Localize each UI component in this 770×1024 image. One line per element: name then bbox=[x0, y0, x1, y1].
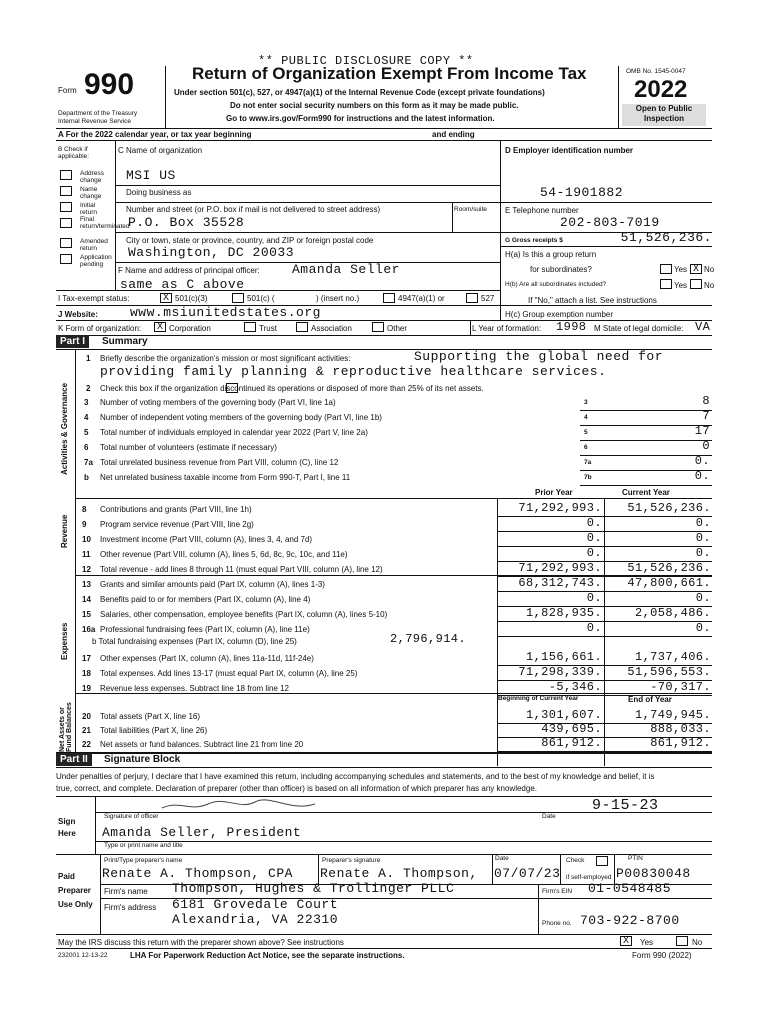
application-pending-checkbox[interactable] bbox=[60, 254, 72, 264]
check-if-applicable-label: B Check if applicable: bbox=[58, 146, 90, 160]
end-year-header: End of Year bbox=[628, 695, 672, 704]
gov-line-number: 7a bbox=[84, 458, 93, 467]
final-return-checkbox[interactable] bbox=[60, 218, 72, 228]
ein-label: D Employer identification number bbox=[505, 146, 634, 155]
penalty-text-2: true, correct, and complete. Declaration of preparer (other than officer) is based on all information of which preparer has any knowledge. bbox=[56, 784, 537, 793]
501c-checkbox[interactable] bbox=[232, 293, 244, 303]
final-return-label: Final return/terminated bbox=[80, 216, 130, 230]
fin-line-number: 17 bbox=[82, 654, 91, 663]
other-label: Other bbox=[387, 324, 408, 333]
org-name-label: C Name of organization bbox=[118, 146, 203, 155]
side-activities-governance: Activities & Governance bbox=[60, 382, 69, 475]
fin-line-label: Total expenses. Add lines 13-17 (must equal Part IX, column (A), line 25) bbox=[100, 669, 358, 678]
prior-year-value: 0. bbox=[586, 591, 602, 605]
prior-year-value: 0. bbox=[586, 531, 602, 545]
fin-line-number: 14 bbox=[82, 595, 91, 604]
current-year-value: 51,526,236. bbox=[627, 561, 711, 575]
principal-officer-name: Amanda Seller bbox=[292, 262, 400, 277]
gross-receipts-label: G Gross receipts $ bbox=[505, 237, 563, 244]
group-exemption-label: H(c) Group exemption number bbox=[505, 310, 614, 319]
fin-line-label: Total liabilities (Part X, line 26) bbox=[100, 726, 208, 735]
current-year-value: 1,737,406. bbox=[634, 650, 711, 664]
ein-value: 54-1901882 bbox=[540, 185, 624, 200]
state-domicile-label: M State of legal domicile: bbox=[594, 324, 684, 333]
website-value: www.msiunitedstates.org bbox=[130, 305, 321, 320]
amended-return-label: Amended return bbox=[80, 238, 108, 252]
gov-line-value: 8 bbox=[702, 394, 710, 408]
prior-year-value: 71,292,993. bbox=[518, 561, 602, 575]
city-label: City or town, state or province, country, and ZIP or foreign postal code bbox=[126, 236, 374, 245]
current-year-value: 2,058,486. bbox=[634, 606, 711, 620]
line2-number: 2 bbox=[86, 384, 91, 393]
address-change-label: Address change bbox=[80, 170, 104, 184]
footer-form: Form 990 (2022) bbox=[632, 951, 692, 960]
form-subtitle-3: Go to www.irs.gov/Form990 for instructions and the latest information. bbox=[226, 114, 495, 123]
gov-line-value: 0. bbox=[694, 469, 710, 483]
firm-name: Thompson, Hughes & Trollinger PLLC bbox=[172, 881, 455, 896]
gov-line-value: 0. bbox=[694, 454, 710, 468]
gov-line-label: Number of independent voting members of the governing body (Part VI, line 1b) bbox=[100, 413, 382, 422]
association-checkbox[interactable] bbox=[296, 322, 308, 332]
mission-text-2: providing family planning & reproductive healthcare services. bbox=[100, 364, 607, 379]
current-year-value: 0. bbox=[695, 621, 711, 635]
fin-line-number: 8 bbox=[82, 505, 87, 514]
form-label: Form bbox=[58, 86, 77, 95]
gov-line-number: 4 bbox=[84, 413, 89, 422]
tax-exempt-label: I Tax-exempt status: bbox=[58, 294, 130, 303]
fin-line-label: Investment income (Part VIII, column (A), lines 3, 4, and 7d) bbox=[100, 535, 313, 544]
firm-name-label: Firm's name bbox=[104, 887, 148, 896]
hb-no-checkbox[interactable] bbox=[690, 279, 702, 289]
fin-line-label: Total revenue - add lines 8 through 11 (must equal Part VIII, column (A), line 12) bbox=[100, 565, 383, 574]
line-a: A For the 2022 calendar year, or tax year beginning bbox=[58, 130, 252, 139]
501c-label: 501(c) ( bbox=[247, 294, 275, 303]
fin-line-number: 13 bbox=[82, 580, 91, 589]
current-year-value: 51,526,236. bbox=[627, 501, 711, 515]
dba-label: Doing business as bbox=[126, 188, 192, 197]
room-suite-label: Room/suite bbox=[454, 206, 487, 213]
fin-line-label: Benefits paid to or for members (Part IX, column (A), line 4) bbox=[100, 595, 311, 604]
preparer-signature: Renate A. Thompson, bbox=[320, 866, 478, 881]
side-net-assets: Net Assets or Fund Balances bbox=[59, 702, 73, 752]
gov-line-label: Total number of volunteers (estimate if necessary) bbox=[100, 443, 277, 452]
sign-date-label: Date bbox=[542, 813, 556, 820]
firm-ein: 01-0548485 bbox=[588, 881, 672, 896]
other-checkbox[interactable] bbox=[372, 322, 384, 332]
preparer-name: Renate A. Thompson, CPA bbox=[102, 866, 293, 881]
current-year-value: -70,317. bbox=[650, 680, 711, 694]
gov-line-box: 7a bbox=[584, 459, 592, 466]
501c3-checkbox[interactable]: X bbox=[160, 293, 172, 303]
gov-line-box: 4 bbox=[584, 414, 588, 421]
penalty-text-1: Under penalties of perjury, I declare that I have examined this return, including accompanying schedules and statements, and to the best of my knowledge and belief, it is bbox=[56, 772, 655, 781]
footer-lha: LHA For Paperwork Reduction Act Notice, see the separate instructions. bbox=[130, 951, 405, 960]
prior-year-value: 0. bbox=[586, 516, 602, 530]
and-ending: and ending bbox=[432, 130, 475, 139]
fin-line-number: 18 bbox=[82, 669, 91, 678]
4947-label: 4947(a)(1) or bbox=[398, 294, 445, 303]
website-label: J Website: bbox=[58, 310, 98, 319]
fin-line-label: Grants and similar amounts paid (Part IX, column (A), lines 1-3) bbox=[100, 580, 325, 589]
subordinates-included-label: H(b) Are all subordinates included? bbox=[505, 281, 607, 288]
hb-yes-label: Yes bbox=[674, 281, 688, 290]
fin-line-label: Revenue less expenses. Subtract line 18 from line 12 bbox=[100, 684, 289, 693]
part2-tag: Part II bbox=[56, 753, 92, 766]
telephone-label: E Telephone number bbox=[505, 206, 579, 215]
for-subordinates-label: for subordinates? bbox=[530, 265, 592, 274]
group-return-label: H(a) Is this a group return bbox=[505, 250, 597, 259]
gov-line-box: 3 bbox=[584, 399, 588, 406]
firm-address-1: 6181 Grovedale Court bbox=[172, 897, 339, 912]
current-year-value: 0. bbox=[695, 546, 711, 560]
prior-year-value: 0. bbox=[586, 621, 602, 635]
preparer-date: 07/07/23 bbox=[494, 866, 561, 881]
current-year-value: 51,596,553. bbox=[627, 665, 711, 679]
line1-number: 1 bbox=[86, 354, 91, 363]
gov-row-rule bbox=[580, 485, 712, 486]
type-name-label: Type or print name and title bbox=[104, 842, 183, 849]
name-change-label: Name change bbox=[80, 186, 102, 200]
form-number: 990 bbox=[84, 68, 135, 101]
current-year-value: 47,800,661. bbox=[627, 576, 711, 590]
section-rule bbox=[75, 693, 712, 694]
fin-line-label: Other expenses (Part IX, column (A), lines 11a-11d, 11f-24e) bbox=[100, 654, 314, 663]
gov-line-number: 3 bbox=[84, 398, 89, 407]
fin-line-label: Net assets or fund balances. Subtract line 21 from line 20 bbox=[100, 740, 304, 749]
hb-no-label: No bbox=[704, 281, 715, 290]
prior-year-value: -5,346. bbox=[548, 680, 602, 694]
footer-code: 232001 12-13-22 bbox=[58, 952, 108, 959]
trust-checkbox[interactable] bbox=[244, 322, 256, 332]
gov-line-value: 0 bbox=[702, 439, 710, 453]
ha-yes-label: Yes bbox=[674, 265, 688, 274]
fin-line-label: Salaries, other compensation, employee benefits (Part IX, column (A), lines 5-10) bbox=[100, 610, 388, 619]
telephone-value: 202-803-7019 bbox=[560, 215, 660, 230]
initial-return-label: Initial return bbox=[80, 202, 97, 216]
prior-year-value: 1,828,935. bbox=[525, 606, 602, 620]
current-year-header: Current Year bbox=[622, 488, 670, 497]
gov-line-number: 5 bbox=[84, 428, 89, 437]
application-pending-label: Application pending bbox=[80, 254, 112, 268]
year-formation-value: 1998 bbox=[556, 320, 587, 334]
fin-line-number: 12 bbox=[82, 565, 91, 574]
gov-line-label: Net unrelated business taxable income from Form 990-T, Part I, line 11 bbox=[100, 473, 351, 482]
prior-year-value: 71,298,339. bbox=[518, 665, 602, 679]
public-disclosure-banner: ** PUBLIC DISCLOSURE COPY ** bbox=[258, 54, 474, 68]
form-title: Return of Organization Exempt From Income Tax bbox=[192, 64, 587, 83]
ha-no-label: No bbox=[704, 265, 715, 274]
prior-year-value: 71,292,993. bbox=[518, 501, 602, 515]
paid-label: Paid bbox=[58, 872, 75, 881]
hb-yes-checkbox[interactable] bbox=[660, 279, 672, 289]
fin-line-number: 10 bbox=[82, 535, 91, 544]
corporation-label: Corporation bbox=[169, 324, 211, 333]
side-revenue: Revenue bbox=[60, 514, 69, 548]
part1-tag: Part I bbox=[56, 335, 89, 348]
fin-line-label: Professional fundraising fees (Part IX, column (A), line 11e) bbox=[100, 625, 310, 634]
line16b-label: b Total fundraising expenses (Part IX, column (D), line 25) bbox=[92, 637, 297, 646]
amended-return-checkbox[interactable] bbox=[60, 238, 72, 248]
signature-officer-label: Signature of officer bbox=[104, 813, 159, 820]
discuss-yes-checkbox[interactable]: X bbox=[620, 936, 632, 946]
prior-year-header: Prior Year bbox=[535, 488, 573, 497]
discuss-question: May the IRS discuss this return with the preparer shown above? See instructions bbox=[58, 938, 344, 947]
gross-receipts-value: 51,526,236. bbox=[620, 230, 712, 245]
gov-line-value: 17 bbox=[694, 424, 710, 438]
527-label: 527 bbox=[481, 294, 495, 303]
sign-label: Sign bbox=[58, 817, 76, 826]
gov-line-box: 7b bbox=[584, 474, 592, 481]
org-street: P.O. Box 35528 bbox=[128, 215, 245, 230]
preparer-label: Preparer bbox=[58, 886, 91, 895]
org-name: MSI US bbox=[126, 168, 176, 183]
current-year-value: 0. bbox=[695, 591, 711, 605]
fin-line-number: 19 bbox=[82, 684, 91, 693]
gov-line-number: b bbox=[84, 473, 89, 482]
principal-officer-address: same as C above bbox=[120, 277, 245, 292]
current-year-value: 0. bbox=[695, 531, 711, 545]
gov-line-box: 5 bbox=[584, 429, 588, 436]
fin-line-number: 20 bbox=[82, 712, 91, 721]
mission-text-1: Supporting the global need for bbox=[414, 349, 664, 364]
street-label: Number and street (or P.O. box if mail is not delivered to street address) bbox=[126, 205, 381, 214]
dept-treasury: Department of the Treasury bbox=[58, 110, 138, 117]
gov-line-label: Total number of individuals employed in calendar year 2022 (Part V, line 2a) bbox=[100, 428, 368, 437]
open-text-1: Open to Public bbox=[635, 104, 693, 113]
line2-text: Check this box if the organization discontinued its operations or disposed of more than 25% of its net assets. bbox=[100, 384, 484, 393]
current-year-value: 888,033. bbox=[650, 722, 711, 736]
year-formation-label: L Year of formation: bbox=[472, 324, 542, 333]
officer-name-title: Amanda Seller, President bbox=[102, 825, 302, 840]
principal-officer-label: F Name and address of principal officer: bbox=[118, 266, 260, 275]
fin-line-label: Program service revenue (Part VIII, line 2g) bbox=[100, 520, 254, 529]
gov-line-label: Total unrelated business revenue from Part VIII, column (C), line 12 bbox=[100, 458, 339, 467]
501c3-label: 501(c)(3) bbox=[175, 294, 208, 303]
initial-return-checkbox[interactable] bbox=[60, 202, 72, 212]
fin-line-number: 15 bbox=[82, 610, 91, 619]
form-subtitle-2: Do not enter social security numbers on this form as it may be made public. bbox=[230, 101, 519, 110]
527-checkbox[interactable] bbox=[466, 293, 478, 303]
firm-phone-label: Phone no. bbox=[542, 920, 572, 927]
open-text-2: Inspection bbox=[643, 114, 684, 123]
trust-label: Trust bbox=[259, 324, 277, 333]
discuss-yes-label: Yes bbox=[640, 938, 654, 947]
association-label: Association bbox=[311, 324, 352, 333]
fin-line-number: 22 bbox=[82, 740, 91, 749]
current-year-value: 1,749,945. bbox=[634, 708, 711, 722]
gov-line-box: 6 bbox=[584, 444, 588, 451]
fin-line-label: Other revenue (Part VIII, column (A), lines 5, 6d, 8c, 9c, 10c, and 11e) bbox=[100, 550, 348, 559]
side-expenses: Expenses bbox=[60, 622, 69, 660]
use-only-label: Use Only bbox=[58, 900, 93, 909]
fin-line-number: 21 bbox=[82, 726, 91, 735]
prior-year-value: 1,156,661. bbox=[525, 650, 602, 664]
firm-ein-label: Firm's EIN bbox=[542, 888, 573, 895]
preparer-date-label: Date bbox=[495, 855, 509, 862]
gov-line-label: Number of voting members of the governing body (Part VI, line 1a) bbox=[100, 398, 336, 407]
sign-date-value: 9-15-23 bbox=[592, 797, 659, 814]
org-city: Washington, DC 20033 bbox=[128, 245, 295, 260]
firm-address-label: Firm's address bbox=[104, 903, 157, 912]
gov-line-number: 6 bbox=[84, 443, 89, 452]
preparer-name-label: Print/Type preparer's name bbox=[104, 857, 183, 864]
check-label: Check bbox=[566, 857, 585, 864]
omb-number: OMB No. 1545-0047 bbox=[626, 68, 686, 75]
address-change-checkbox[interactable] bbox=[60, 170, 72, 180]
h-note: If "No," attach a list. See instructions bbox=[528, 296, 657, 305]
prior-year-value: 439,695. bbox=[541, 722, 602, 736]
discuss-no-label: No bbox=[692, 938, 703, 947]
discuss-no-checkbox[interactable] bbox=[676, 936, 688, 946]
ptin-value: P00830048 bbox=[616, 866, 691, 881]
irs-label: Internal Revenue Service bbox=[58, 118, 131, 125]
self-employed-checkbox[interactable] bbox=[596, 856, 608, 866]
fin-line-label: Total assets (Part X, line 16) bbox=[100, 712, 201, 721]
gov-line-value: 7 bbox=[702, 409, 710, 423]
prior-year-value: 0. bbox=[586, 546, 602, 560]
line16b-value: 2,796,914. bbox=[390, 632, 467, 646]
fin-line-label: Contributions and grants (Part VIII, line 1h) bbox=[100, 505, 252, 514]
part1-title: Summary bbox=[102, 336, 148, 347]
fin-line-number: 11 bbox=[82, 550, 91, 559]
corporation-checkbox[interactable]: X bbox=[154, 322, 166, 332]
beginning-year-header: Beginning of Current Year bbox=[498, 695, 579, 702]
prior-year-value: 861,912. bbox=[541, 736, 602, 750]
part2-title: Signature Block bbox=[104, 754, 181, 765]
open-to-public-box bbox=[622, 104, 706, 126]
prior-year-value: 1,301,607. bbox=[525, 708, 602, 722]
insert-no-label: ) (insert no.) bbox=[316, 294, 360, 303]
prior-year-value: 68,312,743. bbox=[518, 576, 602, 590]
mission-label: Briefly describe the organization's mission or most significant activities: bbox=[100, 354, 351, 363]
preparer-signature-label: Preparer's signature bbox=[322, 857, 381, 864]
firm-address-2: Alexandria, VA 22310 bbox=[172, 912, 339, 927]
if-self-employed-label: if self-employed bbox=[566, 874, 612, 881]
section-rule bbox=[75, 575, 712, 576]
current-year-value: 861,912. bbox=[650, 736, 711, 750]
state-domicile-value: VA bbox=[695, 320, 711, 334]
ptin-label: PTIN bbox=[628, 855, 643, 862]
form-subtitle-1: Under section 501(c), 527, or 4947(a)(1) of the Internal Revenue Code (except private foundations) bbox=[174, 88, 545, 97]
fin-line-number: 9 bbox=[82, 520, 87, 529]
ha-no-checkbox[interactable]: X bbox=[690, 264, 702, 274]
form-of-org-label: K Form of organization: bbox=[58, 324, 142, 333]
fin-line-number: 16a bbox=[82, 625, 96, 634]
current-year-value: 0. bbox=[695, 516, 711, 530]
firm-phone: 703-922-8700 bbox=[580, 913, 680, 928]
here-label: Here bbox=[58, 829, 76, 838]
discontinued-checkbox[interactable] bbox=[226, 383, 238, 393]
tax-year: 2022 bbox=[634, 76, 688, 103]
ha-yes-checkbox[interactable] bbox=[660, 264, 672, 274]
name-change-checkbox[interactable] bbox=[60, 186, 72, 196]
4947-checkbox[interactable] bbox=[383, 293, 395, 303]
